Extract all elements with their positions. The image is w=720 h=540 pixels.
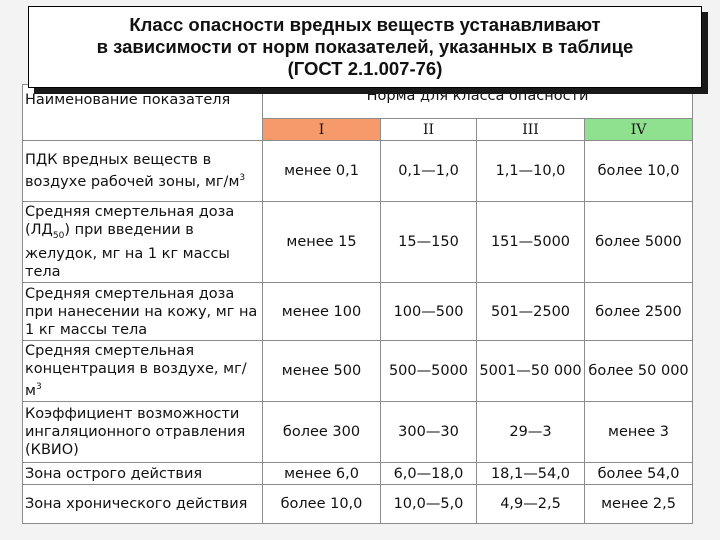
title-line-3: (ГОСТ 2.1.007-76) [287,58,443,79]
norm-value-class-3: 5001—50 000 [477,341,585,402]
norm-value-class-1: менее 0,1 [263,140,381,201]
table-row [23,282,693,341]
class-header-3: III [477,119,585,140]
indicator-label-text-rest: ) при введении в желудок, мг на 1 кг массы тела [25,221,230,280]
indicator-label [23,463,263,485]
norm-value-class-4: более 10,0 [585,140,693,201]
indicator-label-text: Коэффициент возможности ингаляционного отравления (КВИО) [25,406,246,459]
table-row [23,402,693,463]
indicator-label-text: Средняя смертельная доза (ЛД [25,203,235,238]
class-header-2: II [381,119,477,140]
header-norm-for-class: Норма для класса опасности [263,85,693,119]
indicator-label-text: Зона острого действия [25,465,203,482]
indicator-label-text: ПДК вредных веществ в воздухе рабочей зоны, мг/м [25,151,240,190]
indicator-label [23,140,263,201]
norm-value-class-4: менее 2,5 [585,485,693,524]
table-row [23,341,693,402]
indicator-label-text: Средняя смертельная доза при нанесении на кожу, мг на 1 кг массы тела [25,285,258,338]
norm-value-class-3: 18,1—54,0 [477,463,585,485]
norm-value-class-2: 100—500 [381,282,477,341]
slide-title [28,6,702,88]
indicator-label [23,282,263,341]
norm-value-class-4: более 54,0 [585,463,693,485]
table-row [23,485,693,524]
norm-value-class-4: более 5000 [585,201,693,282]
indicator-label-text: Зона хронического действия [25,496,248,513]
norm-value-class-4: более 50 000 [585,341,693,402]
table-row [23,140,693,201]
table-row [23,201,693,282]
norm-value-class-1: менее 15 [263,201,381,282]
norm-value-class-1: менее 500 [263,341,381,402]
superscript: 3 [239,172,246,183]
norm-value-class-2: 300—30 [381,402,477,463]
hazard-class-table [22,84,693,524]
subscript: 50 [52,230,65,241]
indicator-label [23,201,263,282]
indicator-label [23,402,263,463]
norm-value-class-2: 0,1—1,0 [381,140,477,201]
indicator-label-text: Средняя смертельная концентрация в воздухе, мг/м [25,343,247,400]
norm-value-class-1: более 10,0 [263,485,381,524]
title-line-1: Класс опасности вредных веществ устанавливают [129,14,601,35]
indicator-label [23,485,263,524]
norm-value-class-2: 15—150 [381,201,477,282]
norm-value-class-3: 4,9—2,5 [477,485,585,524]
norm-value-class-3: 1,1—10,0 [477,140,585,201]
superscript: 3 [35,382,42,393]
norm-value-class-3: 151—5000 [477,201,585,282]
norm-value-class-3: 501—2500 [477,282,585,341]
norm-value-class-2: 6,0—18,0 [381,463,477,485]
norm-value-class-1: менее 100 [263,282,381,341]
table-row [23,463,693,485]
title-line-2: в зависимости от норм показателей, указанных в таблице [96,36,634,57]
norm-value-class-2: 10,0—5,0 [381,485,477,524]
hazard-class-table-container [22,84,692,524]
indicator-label [23,341,263,402]
class-header-1: I [263,119,381,140]
header-indicator-name: Наименование показателя [23,85,263,141]
class-header-4: IV [585,119,693,140]
norm-value-class-1: менее 6,0 [263,463,381,485]
norm-value-class-3: 29—3 [477,402,585,463]
table-body [23,140,693,523]
norm-value-class-4: более 2500 [585,282,693,341]
norm-value-class-4: менее 3 [585,402,693,463]
norm-value-class-2: 500—5000 [381,341,477,402]
norm-value-class-1: более 300 [263,402,381,463]
